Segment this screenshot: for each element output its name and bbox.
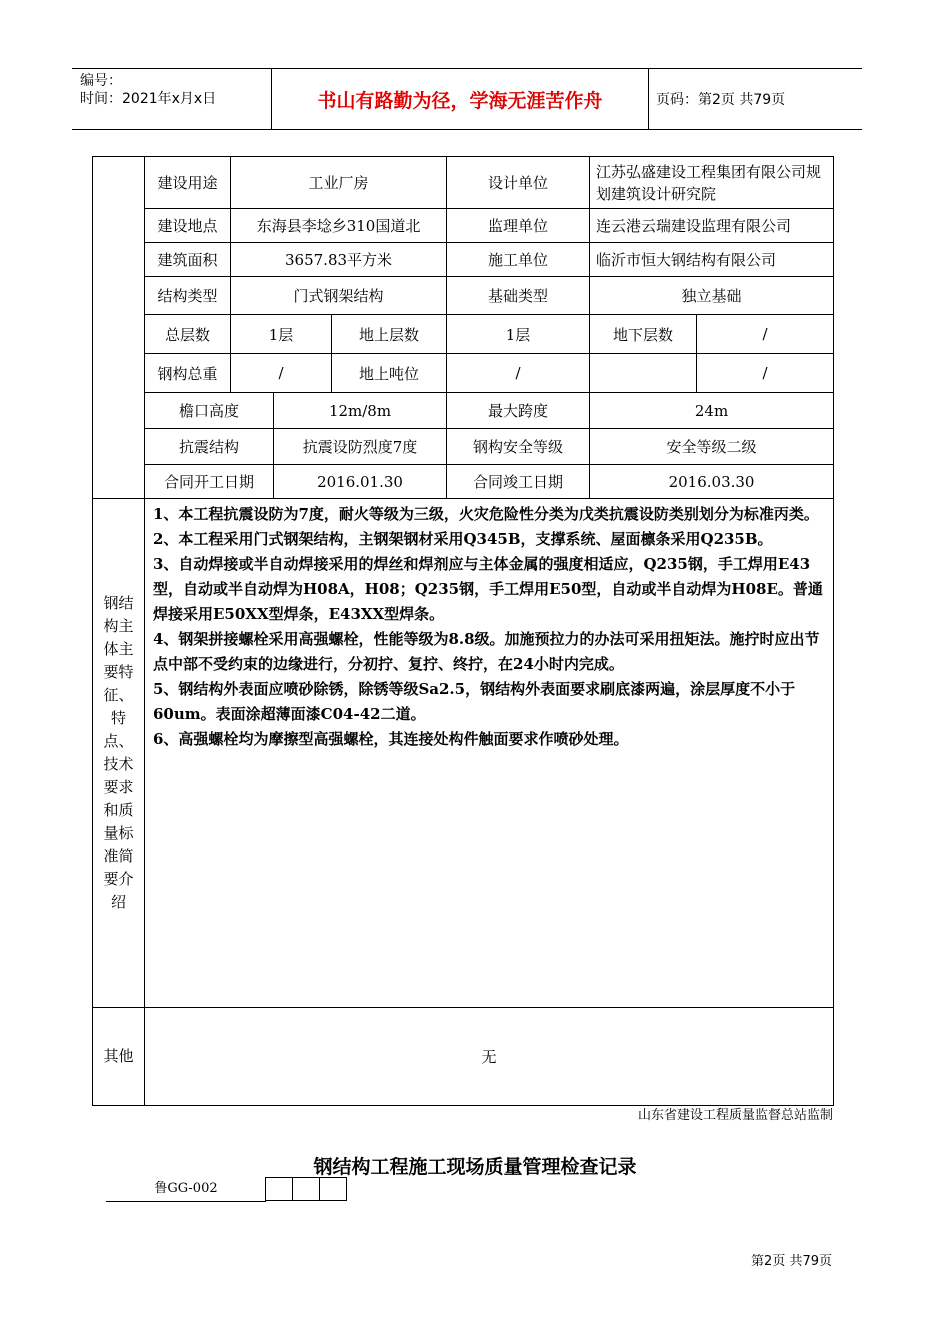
label-cell: 合同竣工日期 <box>447 465 590 499</box>
table-row <box>93 354 834 393</box>
header-page-info: 页码：第2页 共79页 <box>656 92 786 108</box>
number-label: 编号： <box>80 73 122 89</box>
label-cell: 建设地点 <box>145 209 231 243</box>
time-label: 时间：2021年x月x日 <box>80 91 217 107</box>
label-cell: 施工单位 <box>447 243 590 277</box>
label-cell: 钢构安全等级 <box>447 429 590 465</box>
value-cell: / <box>447 354 590 393</box>
project-info-table <box>92 156 834 1106</box>
feature-item: 2、本工程采用门式钢架结构，主钢架钢材采用Q345B，支撑系统、屋面檩条采用Q235B。 <box>153 530 773 548</box>
form-number-boxes <box>266 1177 347 1201</box>
value-cell: 12m/8m <box>274 393 447 429</box>
value-cell: 抗震设防烈度7度 <box>274 429 447 465</box>
form-title: 钢结构工程施工现场质量管理检查记录 <box>313 1156 637 1178</box>
label-cell: 檐口高度 <box>145 393 274 429</box>
label-cell: 监理单位 <box>447 209 590 243</box>
features-body <box>145 499 834 1008</box>
value-cell: / <box>697 315 834 354</box>
features-label: 钢结构主体主要特征、特点、技术要求和质量标准简要介绍 <box>93 499 145 1008</box>
table-row <box>93 1008 834 1106</box>
label-cell: 地上层数 <box>332 315 447 354</box>
label-cell: 结构类型 <box>145 277 231 315</box>
label-cell: 基础类型 <box>447 277 590 315</box>
label-cell: 建筑面积 <box>145 243 231 277</box>
value-cell: 安全等级二级 <box>590 429 834 465</box>
page-header <box>72 68 862 130</box>
supervision-note: 山东省建设工程质量监督总站监制 <box>637 1108 833 1123</box>
number-box <box>265 1177 293 1201</box>
value-cell: 24m <box>590 393 834 429</box>
label-cell: 设计单位 <box>447 157 590 209</box>
value-cell: 独立基础 <box>590 277 834 315</box>
label-cell: 建设用途 <box>145 157 231 209</box>
number-box <box>319 1177 347 1201</box>
value-cell: / <box>697 354 834 393</box>
header-meta <box>72 69 272 129</box>
form-number: 鲁GG-002 <box>106 1177 266 1202</box>
value-cell: 临沂市恒大钢结构有限公司 <box>590 243 834 277</box>
table-row <box>93 209 834 243</box>
value-cell: 门式钢架结构 <box>231 277 447 315</box>
number-box <box>292 1177 320 1201</box>
feature-item: 5、钢结构外表面应喷砂除锈，除锈等级Sa2.5，钢结构外表面要求刷底漆两遍，涂层厚度不小于60um。表面涂超薄面漆C04-42二道。 <box>153 680 796 723</box>
table-row <box>93 243 834 277</box>
label-cell: 抗震结构 <box>145 429 274 465</box>
label-cell <box>590 354 697 393</box>
label-cell: 地上吨位 <box>332 354 447 393</box>
other-label: 其他 <box>93 1008 145 1106</box>
value-cell: 连云港云瑞建设监理有限公司 <box>590 209 834 243</box>
value-cell: 工业厂房 <box>231 157 447 209</box>
value-cell: 东海县李埝乡310国道北 <box>231 209 447 243</box>
table-row <box>93 315 834 354</box>
table-row <box>93 157 834 209</box>
other-value: 无 <box>145 1008 834 1106</box>
label-cell: 钢构总重 <box>145 354 231 393</box>
side-blank-cell <box>93 157 145 499</box>
value-cell: 3657.83平方米 <box>231 243 447 277</box>
label-cell: 最大跨度 <box>447 393 590 429</box>
table-row <box>93 499 834 1008</box>
value-cell: 江苏弘盛建设工程集团有限公司规划建筑设计研究院 <box>590 157 834 209</box>
value-cell: 2016.03.30 <box>590 465 834 499</box>
label-cell: 合同开工日期 <box>145 465 274 499</box>
table-row <box>93 277 834 315</box>
header-motto: 书山有路勤为径，学海无涯苦作舟 <box>272 69 649 129</box>
table-row <box>93 429 834 465</box>
label-cell: 地下层数 <box>590 315 697 354</box>
value-cell: 2016.01.30 <box>274 465 447 499</box>
table-row <box>93 393 834 429</box>
page-footer: 第2页 共79页 <box>751 1254 832 1269</box>
value-cell: 1层 <box>231 315 332 354</box>
feature-item: 3、自动焊接或半自动焊接采用的焊丝和焊剂应与主体金属的强度相适应，Q235钢，手工焊用E43型，自动或半自动焊为H08A，H08；Q235钢，手工焊用E50型，自动或半自动焊为H08E。普通焊接采用E50XX型焊条，E43XX型焊条。 <box>153 555 823 623</box>
table-row <box>93 465 834 499</box>
feature-item: 6、高强螺栓均为摩擦型高强螺栓，其连接处构件触面要求作喷砂处理。 <box>153 730 629 748</box>
value-cell: / <box>231 354 332 393</box>
label-cell: 总层数 <box>145 315 231 354</box>
feature-item: 1、本工程抗震设防为7度，耐火等级为三级，火灾危险性分类为戊类抗震设防类别划分为标准丙类。 <box>153 505 819 523</box>
value-cell: 1层 <box>447 315 590 354</box>
feature-item: 4、钢架拼接螺栓采用高强螺栓，性能等级为8.8级。加施预拉力的办法可采用扭矩法。施拧时应出节点中部不受约束的边缘进行，分初拧、复拧、终拧，在24小时内完成。 <box>153 630 820 673</box>
